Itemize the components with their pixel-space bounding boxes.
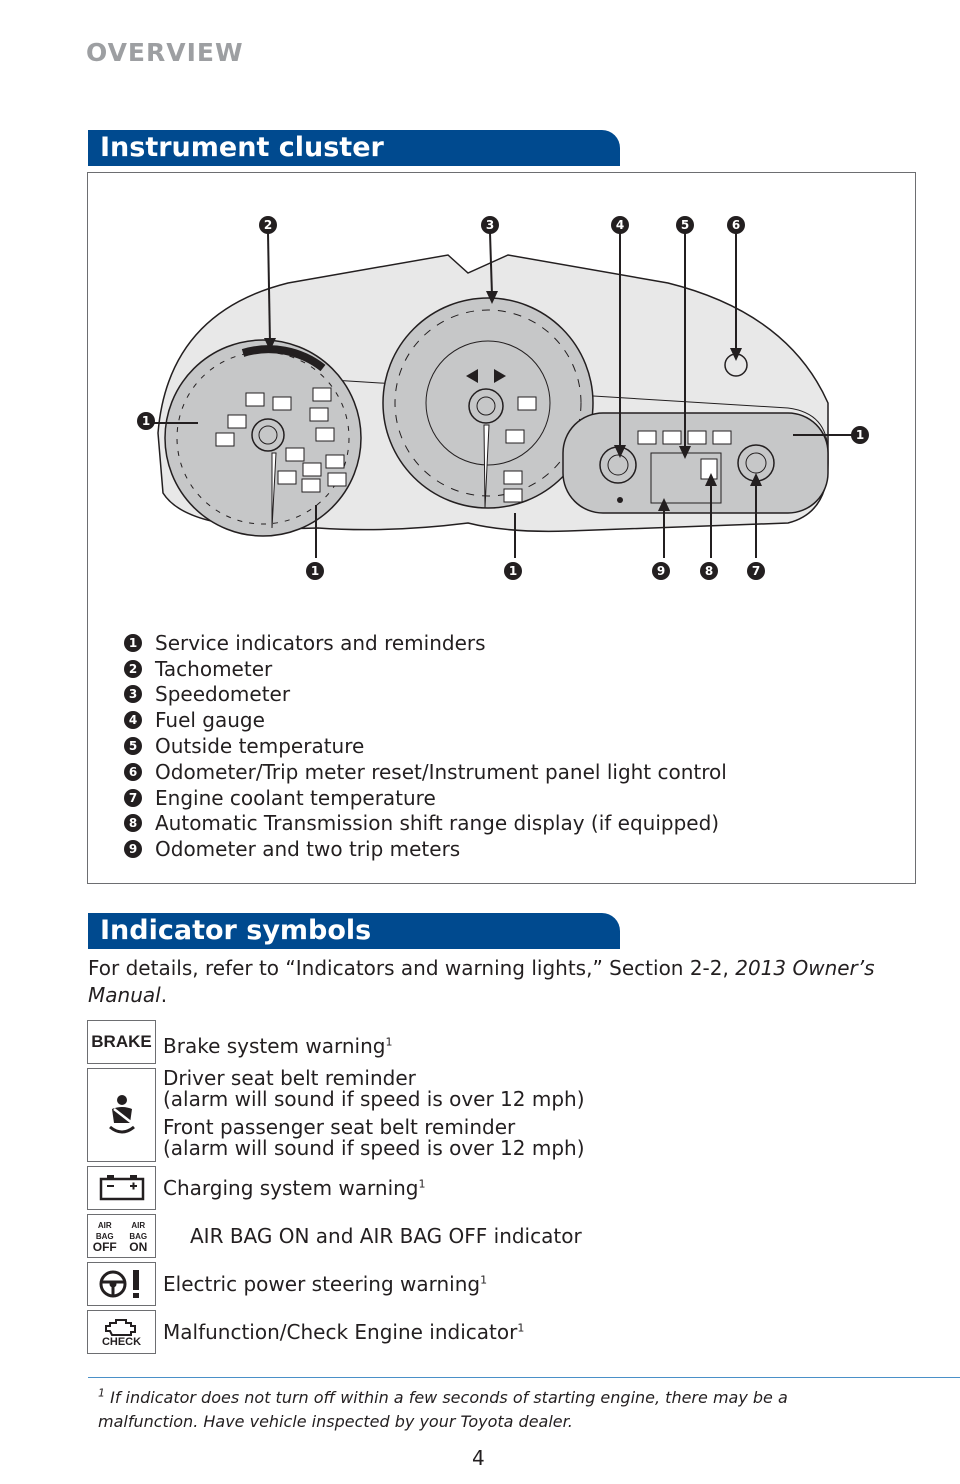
page-number: 4 bbox=[472, 1446, 485, 1470]
callout-1-right-label: 1 bbox=[855, 428, 865, 442]
legend-item bbox=[124, 836, 727, 862]
brake-label bbox=[163, 1034, 392, 1058]
callout-1-right bbox=[851, 426, 869, 444]
legend-label: Tachometer bbox=[155, 656, 273, 681]
legend-label: Odometer/Trip meter reset/Instrument panel light control bbox=[155, 759, 727, 784]
indicator-row-eps bbox=[87, 1262, 487, 1306]
charging-footnote-ref: 1 bbox=[418, 1177, 426, 1191]
indicator-symbols-heading: Indicator symbols bbox=[88, 913, 620, 949]
battery-icon bbox=[87, 1166, 156, 1210]
shift-range-display bbox=[701, 459, 717, 479]
intro-end: . bbox=[160, 983, 168, 1007]
intro-text: For details, refer to “Indicators and warning lights,” Section 2-2, bbox=[88, 956, 736, 980]
brake-label-text: Brake system warning bbox=[163, 1034, 386, 1058]
legend-item bbox=[124, 630, 727, 656]
callout-1-bottom-b-label: 1 bbox=[508, 564, 518, 578]
eps-label-text: Electric power steering warning bbox=[163, 1272, 481, 1296]
page-header-title: OVERVIEW bbox=[86, 38, 244, 67]
callout-1-bottom-b bbox=[504, 562, 522, 580]
check-engine-label bbox=[163, 1320, 524, 1344]
callout-1-bottom-a-label: 1 bbox=[310, 564, 320, 578]
instrument-cluster-heading: Instrument cluster bbox=[88, 130, 620, 166]
legend-item bbox=[124, 707, 727, 733]
brake-icon-text: BRAKE bbox=[91, 1032, 152, 1051]
brake-footnote-ref: 1 bbox=[385, 1035, 393, 1049]
legend-item bbox=[124, 733, 727, 759]
airbag-off-icon bbox=[88, 1220, 122, 1253]
callout-9 bbox=[652, 562, 670, 580]
callout-1-left-label: 1 bbox=[141, 414, 151, 428]
airbag-on-icon bbox=[122, 1220, 156, 1253]
indicator-row-check-engine bbox=[87, 1310, 524, 1354]
callout-6 bbox=[727, 216, 745, 234]
indicator-intro bbox=[88, 955, 888, 1009]
charging-label-text: Charging system warning bbox=[163, 1176, 419, 1200]
legend-label: Automatic Transmission shift range display (if equipped) bbox=[155, 811, 720, 836]
indicator-row-airbag bbox=[87, 1214, 582, 1258]
legend-number: 7 bbox=[124, 789, 142, 807]
callout-3 bbox=[481, 216, 499, 234]
steering-warning-icon bbox=[87, 1262, 156, 1306]
callout-6-label: 6 bbox=[731, 218, 741, 232]
callout-5-label: 5 bbox=[680, 218, 690, 232]
legend-number: 2 bbox=[124, 660, 142, 678]
check-icon-text: CHECK bbox=[101, 1335, 142, 1348]
legend-item bbox=[124, 759, 727, 785]
legend-label: Speedometer bbox=[155, 682, 291, 707]
legend-number: 3 bbox=[124, 685, 142, 703]
brake-icon bbox=[87, 1020, 156, 1064]
legend-label: Engine coolant temperature bbox=[155, 785, 436, 810]
cluster-legend bbox=[124, 630, 727, 862]
check-engine-label-text: Malfunction/Check Engine indicator bbox=[163, 1320, 518, 1344]
airbag-off-top: AIR BAG bbox=[95, 1220, 114, 1241]
passenger-seatbelt-note: (alarm will sound if speed is over 12 mph) bbox=[163, 1136, 585, 1160]
indicator-row-seatbelt bbox=[87, 1068, 585, 1162]
driver-seatbelt-label: Driver seat belt reminder bbox=[163, 1066, 416, 1090]
callout-5 bbox=[676, 216, 694, 234]
legend-label: Service indicators and reminders bbox=[155, 630, 486, 655]
legend-number: 6 bbox=[124, 763, 142, 781]
callout-1-bottom-a bbox=[306, 562, 324, 580]
legend-label: Outside temperature bbox=[155, 734, 365, 759]
legend-number: 1 bbox=[124, 634, 142, 652]
eps-label bbox=[163, 1272, 487, 1296]
eps-footnote-ref: 1 bbox=[480, 1273, 488, 1287]
airbag-on-top: AIR BAG bbox=[129, 1220, 148, 1241]
legend-item bbox=[124, 811, 727, 837]
manual-title: 2013 Owner’s Manual bbox=[88, 956, 875, 1007]
legend-item bbox=[124, 656, 727, 682]
legend-item bbox=[124, 682, 727, 708]
callout-7-label: 7 bbox=[751, 564, 761, 578]
check-engine-icon bbox=[87, 1310, 156, 1354]
check-footnote-ref: 1 bbox=[517, 1321, 525, 1335]
legend-number: 8 bbox=[124, 814, 142, 832]
callout-4-label: 4 bbox=[615, 218, 625, 232]
indicator-row-brake bbox=[87, 1020, 392, 1064]
airbag-on-bottom: ON bbox=[129, 1239, 148, 1254]
airbag-icon bbox=[87, 1214, 156, 1258]
legend-label: Fuel gauge bbox=[155, 708, 265, 733]
airbag-label: AIR BAG ON and AIR BAG OFF indicator bbox=[190, 1224, 582, 1248]
footnote bbox=[98, 1386, 858, 1434]
footnote-text: If indicator does not turn off within a few seconds of starting engine, there may be a malfunction. Have vehicle inspected by your Toyota dealer. bbox=[98, 1388, 788, 1431]
airbag-off-bottom: OFF bbox=[92, 1239, 117, 1254]
seatbelt-labels bbox=[163, 1068, 585, 1159]
callout-8 bbox=[700, 562, 718, 580]
callout-2-label: 2 bbox=[263, 218, 273, 232]
callout-7 bbox=[747, 562, 765, 580]
legend-item bbox=[124, 785, 727, 811]
seatbelt-icon bbox=[87, 1068, 156, 1162]
passenger-seatbelt-label: Front passenger seat belt reminder bbox=[163, 1115, 516, 1139]
charging-label bbox=[163, 1176, 426, 1200]
footnote-marker: 1 bbox=[98, 1386, 105, 1400]
callout-3-label: 3 bbox=[485, 218, 495, 232]
legend-number: 9 bbox=[124, 840, 142, 858]
callout-4 bbox=[611, 216, 629, 234]
indicator-row-charging bbox=[87, 1166, 426, 1210]
callout-2 bbox=[259, 216, 277, 234]
callout-1-left bbox=[137, 412, 155, 430]
driver-seatbelt-note: (alarm will sound if speed is over 12 mph) bbox=[163, 1087, 585, 1111]
callout-9-label: 9 bbox=[656, 564, 666, 578]
callout-8-label: 8 bbox=[704, 564, 714, 578]
legend-label: Odometer and two trip meters bbox=[155, 837, 461, 862]
legend-number: 4 bbox=[124, 711, 142, 729]
footnote-divider bbox=[88, 1377, 960, 1378]
legend-number: 5 bbox=[124, 737, 142, 755]
